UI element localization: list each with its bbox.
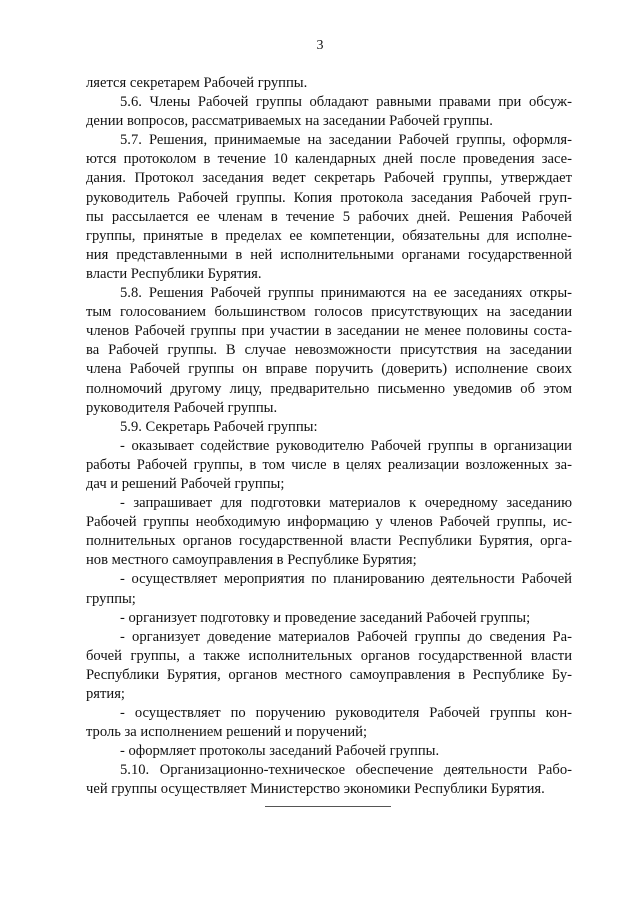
- text-line: рятия;: [86, 686, 125, 702]
- text-line: нов местного самоуправления в Республике Бурятия;: [86, 552, 417, 569]
- text-line: полномочий другому лицу, предварительно письменно уведомив об этом: [86, 380, 572, 397]
- text-line: 5.10. Организационно-техническое обеспечение деятельности Рабо-: [120, 762, 572, 779]
- text-line: Рабочей группы необходимую информацию у членов Рабочей группы, ис-: [86, 514, 572, 531]
- text-line: руководитель Рабочей группы. Копия протокола заседания Рабочей груп-: [86, 189, 572, 206]
- text-line: тым голосованием большинством голосов присутствующих на заседании: [86, 304, 572, 321]
- text-line: Республики Бурятия, органов местного самоуправления в Республике Бу-: [86, 666, 572, 683]
- text-line: члена Рабочей группы он вправе поручить (доверить) исполнение своих: [86, 361, 572, 378]
- text-line: - осуществляет по поручению руководителя Рабочей группы кон-: [120, 705, 572, 722]
- text-line: пы рассылается ее членам в течение 5 рабочих дней. Решения Рабочей: [86, 208, 572, 225]
- text-line: 5.8. Решения Рабочей группы принимаются на ее заседаниях откры-: [120, 285, 572, 302]
- text-line: работы Рабочей группы, в том числе в целях реализации возложенных за-: [86, 456, 572, 473]
- text-line: - оказывает содействие руководителю Рабочей группы в организации: [120, 437, 572, 454]
- text-line: власти Республики Бурятия.: [86, 265, 262, 282]
- text-line: членов Рабочей группы при участии в заседании не менее половины соста-: [86, 323, 572, 340]
- text-line: 5.9. Секретарь Рабочей группы:: [120, 418, 318, 435]
- page-number: 3: [316, 38, 324, 53]
- text-line: - организует доведение материалов Рабочей группы до сведения Ра-: [120, 628, 572, 645]
- text-line: группы;: [86, 590, 136, 607]
- end-rule: [265, 806, 391, 807]
- text-line: ния представленными в ней исполнительными органами государственной: [86, 246, 572, 263]
- text-line: ляется секретарем Рабочей группы.: [86, 75, 308, 91]
- text-line: дания. Протокол заседания ведет секретарь Рабочей группы, утверждает: [86, 170, 572, 187]
- body-text: [86, 74, 572, 800]
- text-line: - запрашивает для подготовки материалов к очередному заседанию: [120, 495, 572, 512]
- text-line: дении вопросов, рассматриваемых на заседании Рабочей группы.: [86, 113, 493, 130]
- text-line: ва Рабочей группы. В случае невозможности присутствия на заседании: [86, 342, 572, 359]
- text-line: полнительных органов государственной власти Республики Бурятия, орга-: [86, 533, 572, 550]
- text-line: - организует подготовку и проведение заседаний Рабочей группы;: [120, 609, 531, 626]
- text-line: дач и решений Рабочей группы;: [86, 475, 285, 492]
- text-line: ются протоколом в течение 10 календарных дней после проведения засе-: [86, 151, 572, 168]
- text-line: 5.7. Решения, принимаемые на заседании Рабочей группы, оформля-: [120, 132, 572, 149]
- text-line: руководителя Рабочей группы.: [86, 399, 278, 416]
- text-line: троль за исполнением решений и поручений;: [86, 724, 368, 741]
- text-line: группы, принятые в пределах ее компетенции, обязательны для исполне-: [86, 227, 572, 244]
- text-line: - осуществляет мероприятия по планированию деятельности Рабочей: [120, 571, 572, 588]
- text-line: - оформляет протоколы заседаний Рабочей группы.: [120, 743, 440, 760]
- text-line: 5.6. Члены Рабочей группы обладают равными правами при обсуж-: [120, 94, 572, 111]
- text-line: чей группы осуществляет Министерство экономики Республики Бурятия.: [86, 781, 545, 798]
- text-line: бочей группы, а также исполнительных органов государственной власти: [86, 647, 572, 664]
